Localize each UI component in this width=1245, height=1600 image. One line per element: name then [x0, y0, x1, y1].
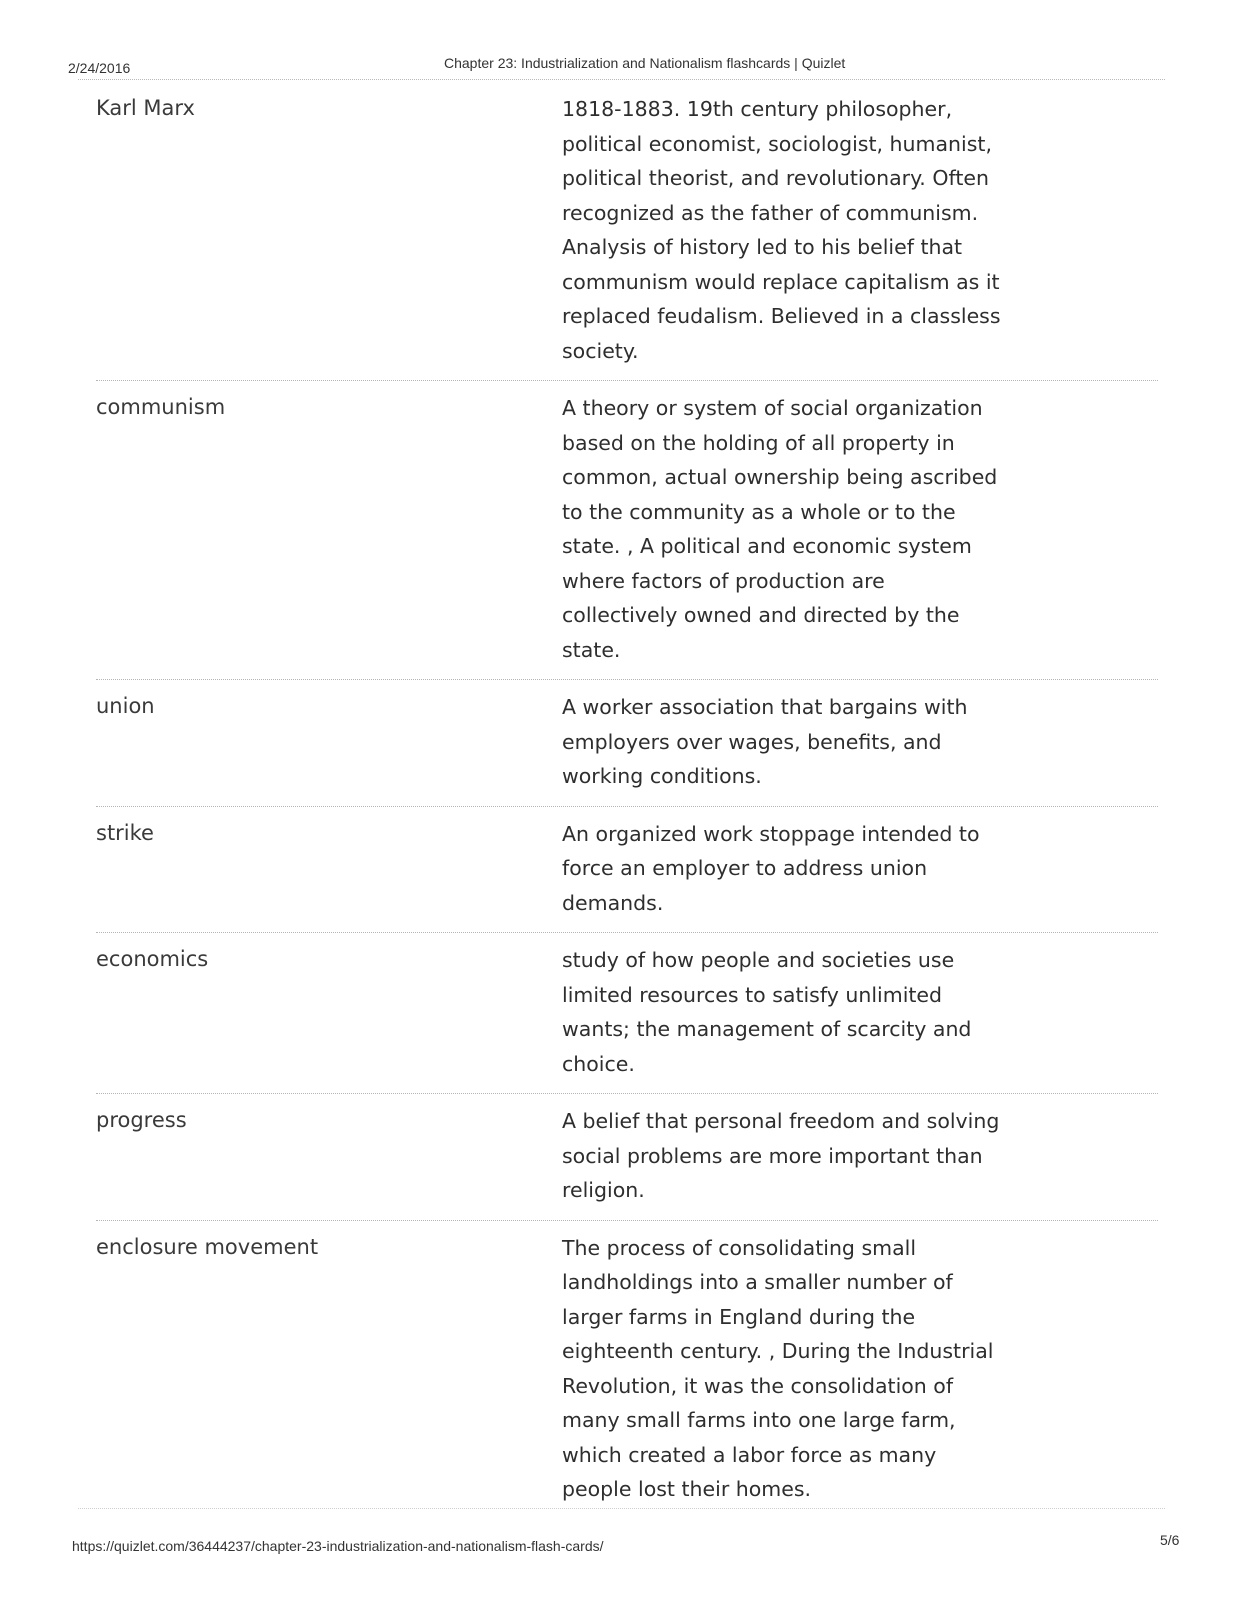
flashcard-term: union [96, 694, 155, 718]
flashcard-row [96, 680, 1158, 807]
flashcard-term: strike [96, 820, 154, 845]
flashcard-row [96, 1094, 1158, 1221]
flashcard-row [96, 82, 1158, 381]
flashcard-definition: An organized work stoppage intended to force an employer to address union demands. [562, 821, 980, 915]
flashcard-definition: 1818-1883. 19th century philosopher, political economist, sociologist, humanist, political theorist, and revolutionary. Often recognized as the father of communism. Analysis of history led to his belief that communism would replace capitalism as it replaced feudalism. Believed in a classless society. [562, 97, 1001, 363]
flashcard-definition: A belief that personal freedom and solving social problems are more important than religion. [562, 1109, 1000, 1202]
top-divider [78, 79, 1165, 80]
flashcard-term: Karl Marx [96, 96, 195, 120]
flashcard-list [96, 82, 1158, 1519]
flashcard-row [96, 1221, 1158, 1519]
flashcard-row [96, 807, 1158, 934]
print-date: 2/24/2016 [68, 60, 131, 76]
page-number: 5/6 [1160, 1532, 1180, 1548]
print-title: Chapter 23: Industrialization and Nationalism flashcards | Quizlet [444, 55, 846, 71]
flashcard-term: economics [96, 947, 209, 971]
print-header [0, 52, 1245, 76]
flashcard-term: enclosure movement [96, 1234, 319, 1259]
flashcard-definition: study of how people and societies use limited resources to satisfy unlimited wants; the management of scarcity and choice. [562, 948, 972, 1076]
page-url: https://quizlet.com/36444237/chapter-23-industrialization-and-nationalism-flash-cards/ [72, 1538, 604, 1554]
flashcard-definition: A worker association that bargains with employers over wages, benefits, and working conditions. [562, 695, 968, 788]
flashcard-term: communism [96, 395, 226, 419]
flashcard-term: progress [96, 1108, 187, 1132]
flashcard-row [96, 381, 1158, 680]
flashcard-definition: A theory or system of social organization based on the holding of all property in common, actual ownership being ascribed to the community as a whole or to the state. , A political and economic system where factors of production are collectively owned and directed by the state. [562, 396, 998, 662]
flashcard-definition: The process of consolidating small landholdings into a smaller number of larger farms in England during the eighteenth century. , During the Industrial Revolution, it was the consolidation of many small farms into one large farm, which created a labor force as many people lost their homes. [562, 1235, 994, 1501]
flashcard-row [96, 933, 1158, 1094]
bottom-divider [78, 1508, 1165, 1509]
